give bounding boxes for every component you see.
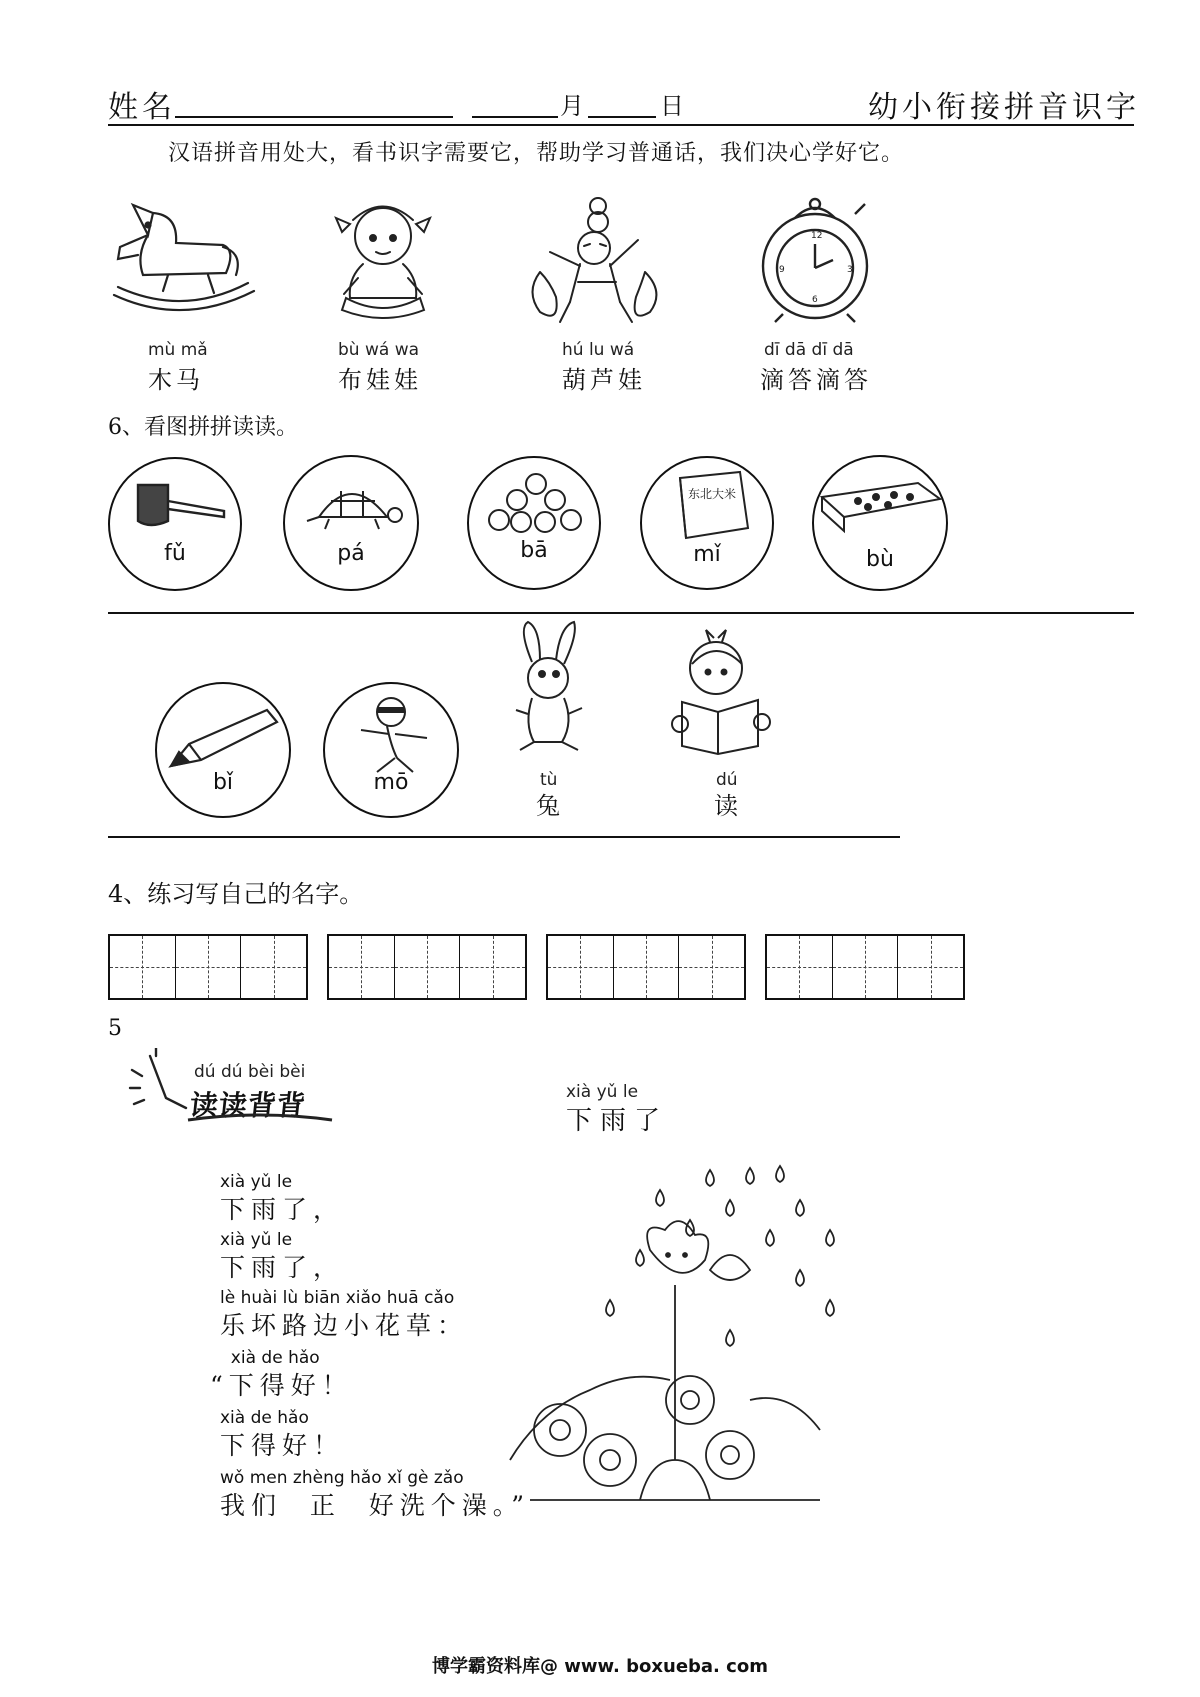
name-writing-grid[interactable] [327,934,527,1000]
month-blank[interactable] [472,86,558,118]
pinyin-label: bù wá wa [338,340,420,360]
poem-line-hanzi: 我们 正 好洗个澡。” [220,1491,531,1520]
name-writing-grid[interactable] [546,934,746,1000]
hanzi-label: 兔 [536,792,564,820]
picture-circle [108,457,242,591]
grid-cell[interactable] [548,936,614,998]
name-blank[interactable] [175,86,453,118]
writing-line[interactable] [108,612,1134,614]
day-blank[interactable] [588,86,656,118]
badge-title: 读读背背 [188,1089,308,1122]
poem-title: 下雨了 [566,1106,669,1136]
sunburst-icon [126,1048,192,1120]
intro-text: 汉语拼音用处大，看书识字需要它，帮助学习普通话，我们决心学好它。 [168,141,905,166]
calabash-boy-icon [520,192,670,332]
circle-pinyin: bǐ [212,770,234,795]
picture-circle [640,456,774,590]
grid-cell[interactable] [767,936,833,998]
picture-circle [323,682,459,818]
grid-cell[interactable] [898,936,963,998]
section-6-title: 6、看图拼拼读读。 [108,415,298,440]
svg-text:6: 6 [812,295,818,305]
grid-cell[interactable] [833,936,899,998]
badge-pinyin: dú dú bèi bèi [194,1062,306,1082]
pinyin-label: hú lu wá [562,340,635,360]
rocking-horse-icon [108,195,258,325]
svg-text:9: 9 [779,265,785,275]
grid-cell[interactable] [241,936,306,998]
hanzi-label: 葫芦娃 [562,366,646,394]
badge-underline [186,1112,334,1126]
circle-pinyin: mǐ [693,542,721,567]
picture-circle [467,456,601,590]
grid-cell[interactable] [329,936,395,998]
hanzi-label: 木马 [148,366,204,394]
pinyin-label: tù [540,770,558,790]
doll-icon [328,198,438,328]
section-4-title: 4、练习写自己的名字。 [108,880,364,908]
poem-line-pinyin: lè huài lù biān xiǎo huā cǎo [220,1288,455,1308]
picture-circle [155,682,291,818]
month-label: 月 [560,92,588,120]
alarm-clock-icon [755,194,875,324]
poem-line-hanzi: 乐坏路边小花草： [220,1311,469,1340]
pencil-icon [167,704,283,774]
poem-line-pinyin: xià de hǎo [220,1348,320,1368]
reading-girl-icon [662,628,782,758]
day-label: 日 [660,92,688,120]
header-rule [108,124,1134,126]
writing-line[interactable] [108,836,900,838]
rabbit-icon [498,618,598,758]
section-5-number: 5 [108,1016,122,1041]
poem-line-hanzi: 下雨了， [220,1253,345,1282]
name-writing-grid[interactable] [108,934,308,1000]
poem-title-pinyin: xià yǔ le [566,1082,639,1102]
poem-line-hanzi: 下得好！ [220,1431,345,1460]
circle-pinyin: fǔ [164,541,186,566]
pinyin-label: dú [716,770,738,790]
rice-bag-text: 东北大米 [688,487,737,501]
cloth-icon [818,477,944,537]
svg-text:12: 12 [811,231,823,241]
name-writing-grid[interactable] [765,934,965,1000]
hanzi-label: 读 [714,792,742,820]
poem-line-pinyin: xià yǔ le [220,1230,293,1250]
circle-pinyin: bā [520,538,548,563]
hanzi-label: 布娃娃 [338,366,422,394]
grid-cell[interactable] [679,936,744,998]
pinyin-label: dī dā dī dā [764,340,854,360]
hanzi-label: 滴答滴答 [760,366,872,394]
grid-cell[interactable] [614,936,680,998]
circle-pinyin: bù [866,547,894,572]
name-label: 姓名 [108,90,176,125]
turtle-icon [301,477,405,535]
poem-line-pinyin: xià yǔ le [220,1172,293,1192]
circle-pinyin: mō [373,770,409,795]
poem-line-hanzi: 下雨了， [220,1195,345,1224]
picture-circle [812,455,948,591]
poem-line-pinyin: xià de hǎo [220,1408,309,1428]
grid-cell[interactable] [110,936,176,998]
circle-pinyin: pá [337,541,365,566]
blindfold-boy-icon [347,694,439,776]
picture-circle [283,455,419,591]
footer-watermark: 博学霸资料库@ www. boxueba. com [432,1656,768,1677]
rice-bag-icon [672,468,752,544]
grid-cell[interactable] [176,936,242,998]
fruit-pile-icon [483,470,589,536]
svg-text:3: 3 [847,265,853,275]
poem-line-hanzi: “下得好！ [210,1371,353,1400]
axe-icon [128,477,228,537]
poem-line-pinyin: wǒ men zhèng hǎo xǐ gè zǎo [220,1468,464,1488]
rain-flowers-icon [500,1160,890,1520]
pinyin-label: mù mǎ [148,340,208,360]
grid-cell[interactable] [460,936,525,998]
grid-cell[interactable] [395,936,461,998]
worksheet-title: 幼小衔接拼音识字 [868,90,1140,125]
